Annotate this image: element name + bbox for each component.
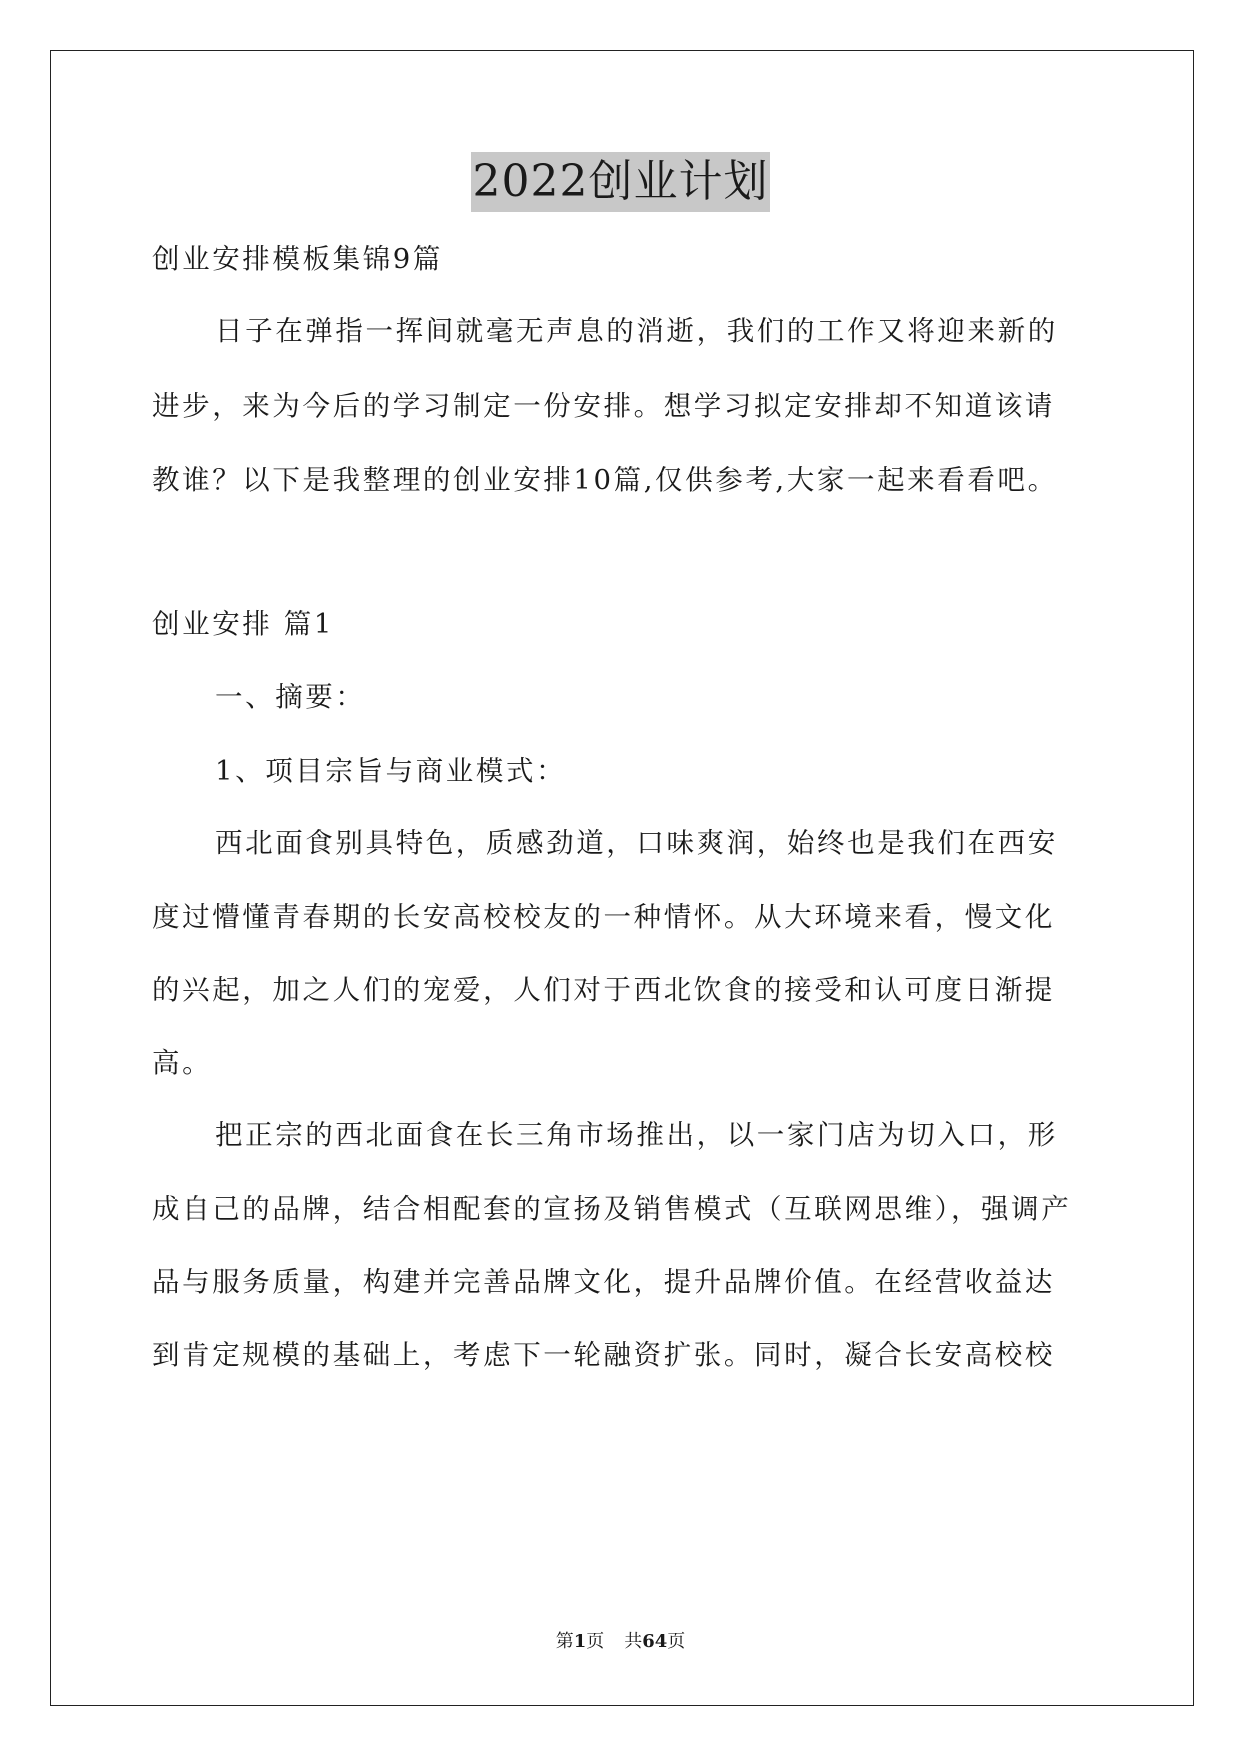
section-subheading: 1、项目宗旨与商业模式： bbox=[215, 755, 567, 787]
paragraph-line: 高。 bbox=[152, 1047, 213, 1079]
footer-total-pages: 64 bbox=[642, 1631, 668, 1652]
paragraph-line: 西北面食别具特色，质感劲道，口味爽润，始终也是我们在西安 bbox=[215, 827, 1058, 859]
paragraph-line: 日子在弹指一挥间就毫无声息的消逝，我们的工作又将迎来新的 bbox=[215, 315, 1058, 347]
paragraph-line: 把正宗的西北面食在长三角市场推出，以一家门店为切入口，形 bbox=[215, 1119, 1058, 1151]
footer-page-suffix: 页 bbox=[586, 1631, 605, 1652]
paragraph-line: 品与服务质量，构建并完善品牌文化，提升品牌价值。在经营收益达 bbox=[152, 1266, 1055, 1298]
paragraph-line: 教谁？以下是我整理的创业安排10篇,仅供参考,大家一起来看看吧。 bbox=[152, 464, 1058, 496]
footer-total-suffix: 页 bbox=[667, 1631, 686, 1652]
title-container bbox=[0, 152, 1241, 212]
paragraph-line: 度过懵懂青春期的长安高校校友的一种情怀。从大环境来看，慢文化 bbox=[152, 901, 1055, 933]
section-heading: 创业安排 篇1 bbox=[152, 608, 334, 640]
page-border bbox=[50, 50, 1194, 1706]
section-subheading: 一、摘要： bbox=[215, 681, 366, 713]
paragraph-line: 到肯定规模的基础上，考虑下一轮融资扩张。同时，凝合长安高校校 bbox=[152, 1339, 1055, 1371]
page-footer bbox=[0, 1630, 1241, 1654]
paragraph-line: 进步，来为今后的学习制定一份安排。想学习拟定安排却不知道该请 bbox=[152, 390, 1055, 422]
document-subtitle: 创业安排模板集锦9篇 bbox=[152, 243, 443, 275]
footer-total-prefix: 共 bbox=[624, 1631, 643, 1652]
paragraph-line: 的兴起，加之人们的宠爱，人们对于西北饮食的接受和认可度日渐提 bbox=[152, 974, 1055, 1006]
document-title: 2022创业计划 bbox=[471, 152, 771, 212]
paragraph-line: 成自己的品牌，结合相配套的宣扬及销售模式（互联网思维），强调产 bbox=[152, 1193, 1072, 1225]
footer-prefix: 第 bbox=[555, 1631, 574, 1652]
footer-page-number: 1 bbox=[573, 1631, 587, 1652]
